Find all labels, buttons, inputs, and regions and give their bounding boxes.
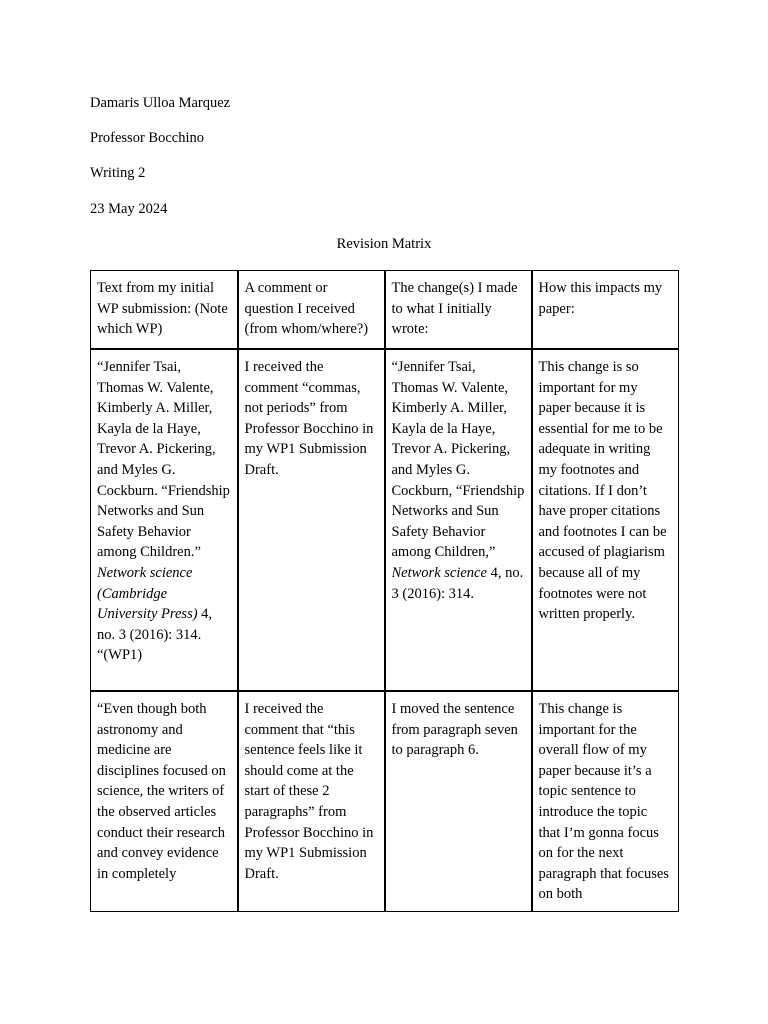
revision-matrix-table	[90, 270, 679, 912]
course-name: Writing 2	[90, 165, 146, 181]
cell-comment	[238, 691, 385, 911]
cell-text: “Even though both astronomy and medicine are disciplines focused on science, the writers of the observed articles conduct their research and convey evidence in completely	[97, 701, 226, 882]
professor-name: Professor Bocchino	[90, 130, 204, 146]
cell-initial-text	[91, 691, 238, 911]
citation-text-after: 4, no. 3 (2016): 314.	[391, 564, 524, 602]
cell-text: I moved the sentence from paragraph seven to paragraph 6.	[391, 701, 518, 759]
cell-initial-text	[91, 349, 238, 691]
citation-text-before: “Jennifer Tsai, Thomas W. Valente, Kimberly A. Miller, Kayla de la Haye, Trevor A. Pickering, and Myles G. Cockburn, “Friendship Networks and Sun Safety Behavior among Children,”	[391, 359, 525, 561]
author-name: Damaris Ulloa Marquez	[90, 95, 231, 111]
cell-change	[385, 349, 532, 691]
cell-text: I received the comment that “this sentence feels like it should come at the start of these 2 paragraphs” from Professor Bocchino in my WP1 Submission Draft.	[244, 701, 374, 882]
header-initial-text: Text from my initial WP submission: (Note which WP)	[91, 271, 238, 350]
cell-impact: This change is so important for my paper because it is essential for me to be adequate in writing my footnotes and citations. If I don’t have proper citations and footnotes I can be accused of plagiarism because all of my footnotes were not written properly.	[532, 349, 679, 691]
cell-comment: I received the comment “commas, not periods” from Professor Bocchino in my WP1 Submission Draft.	[238, 349, 385, 691]
table-row	[91, 349, 679, 691]
header-change: The change(s) I made to what I initially wrote:	[385, 271, 532, 350]
document-date: 23 May 2024	[90, 201, 168, 217]
page-title: Revision Matrix	[336, 236, 432, 252]
header-impact: How this impacts my paper:	[532, 271, 679, 350]
citation-journal: Network science (Cambridge University Press)	[97, 564, 198, 623]
citation-text-after: 4, no. 3 (2016): 314. “(WP1)	[97, 606, 213, 664]
cell-text: This change is important for the overall flow of my paper because it’s a topic sentence to introduce the topic that I’m gonna focus on for the next paragraph that focuses on both	[538, 701, 669, 903]
table-row	[91, 691, 679, 911]
cell-impact	[532, 691, 679, 911]
header-comment: A comment or question I received (from whom/where?)	[238, 271, 385, 350]
citation-journal: Network science	[391, 564, 487, 581]
citation-text-before: “Jennifer Tsai, Thomas W. Valente, Kimberly A. Miller, Kayla de la Haye, Trevor A. Pickering, and Myles G. Cockburn. “Friendship Networks and Sun Safety Behavior among Children.”	[97, 359, 230, 561]
table-header-row	[91, 271, 679, 350]
cell-change	[385, 691, 532, 911]
